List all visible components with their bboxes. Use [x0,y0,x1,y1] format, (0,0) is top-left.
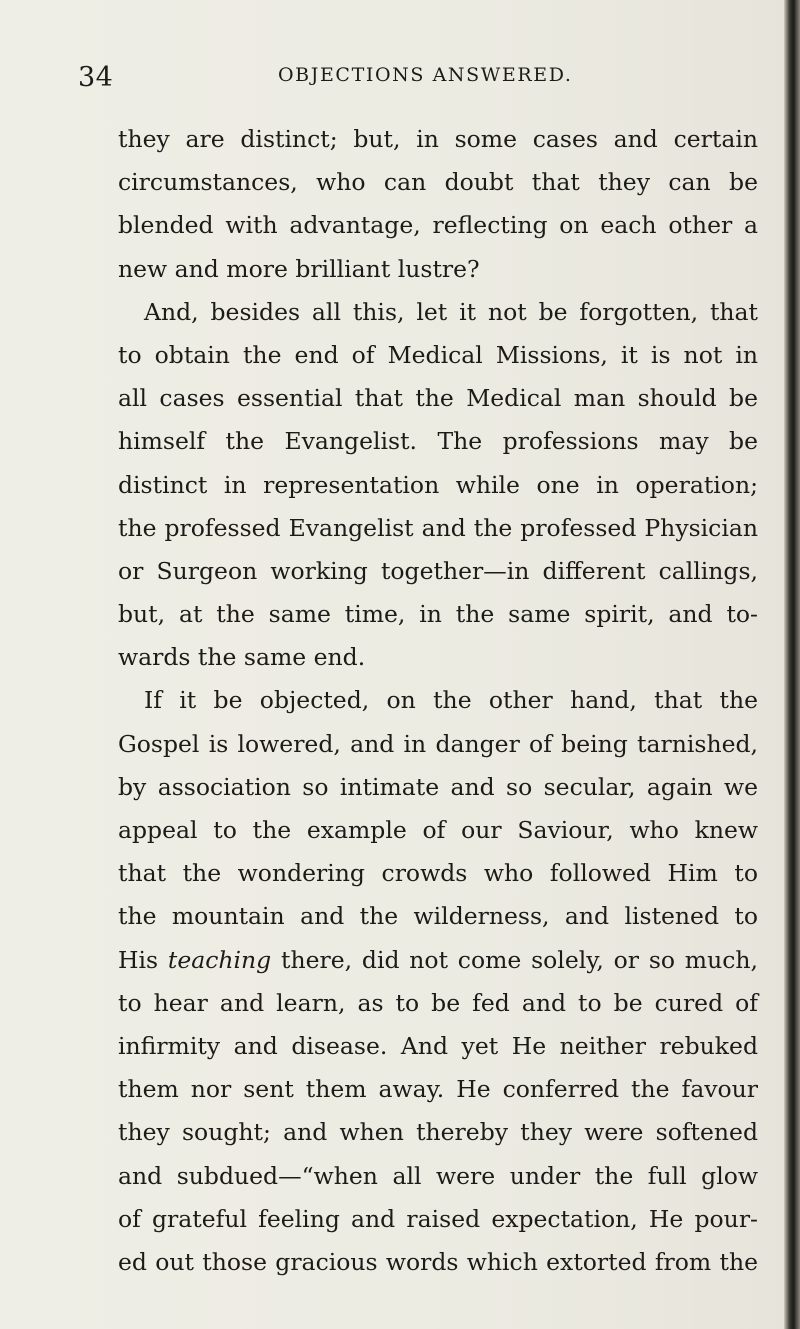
running-head: OBJECTIONS ANSWERED. [278,64,573,86]
text-line: they sought; and when thereby they were softened [118,1118,758,1147]
text-line: they are distinct; but, in some cases and certain [118,125,758,153]
text-line: blended with advantage, reflecting on each other a [118,211,758,240]
text-line: Gospel is lowered, and in danger of being tarnished, [118,729,758,758]
text-line: And, besides all this, let it not be forgotten, that [144,297,758,326]
text-line: If it be objected, on the other hand, that the [144,686,758,715]
text-line: to obtain the end of Medical Missions, it is not in [118,340,758,369]
text-line: all cases essential that the Medical man should be [118,384,758,413]
text-line: of grateful feeling and raised expectation, He pour- [118,1204,758,1233]
text-line: new and more brilliant lustre? [118,254,480,283]
text-line: ed out those gracious words which extorted from the [118,1247,758,1276]
text-line: himself the Evangelist. The professions may be [118,427,758,456]
text-line: that the wondering crowds who followed Him to [118,859,758,888]
text-line: appeal to the example of our Saviour, who knew [118,816,758,844]
page-edge-shadow [784,0,800,1329]
text-line: circumstances, who can doubt that they can be [118,168,758,197]
text-line: or Surgeon working together—in different callings, [118,556,758,585]
italic-word: teaching [167,945,272,974]
text-line: wards the same end. [118,643,366,672]
text-fragment: there, did not come solely, or so much, [281,945,758,974]
text-line: and subdued—“when all were under the full glow [118,1161,758,1190]
page-header [78,62,728,102]
text-line: the professed Evangelist and the professed Physician [118,513,758,542]
body-text [118,118,758,1284]
text-line: but, at the same time, in the same spirit, and to- [118,600,758,629]
text-line: distinct in representation while one in operation; [118,470,758,499]
text-line: to hear and learn, as to be fed and to be cured of [118,988,758,1017]
text-line: by association so intimate and so secular, again we [118,772,758,801]
text-line: them nor sent them away. He conferred the favour [118,1075,758,1104]
page-number: 34 [78,62,114,93]
text-line: the mountain and the wilderness, and listened to [118,902,758,931]
text-fragment: His [118,945,159,974]
text-line: infirmity and disease. And yet He neither rebuked [118,1031,758,1060]
text-line-with-italic [118,939,758,982]
